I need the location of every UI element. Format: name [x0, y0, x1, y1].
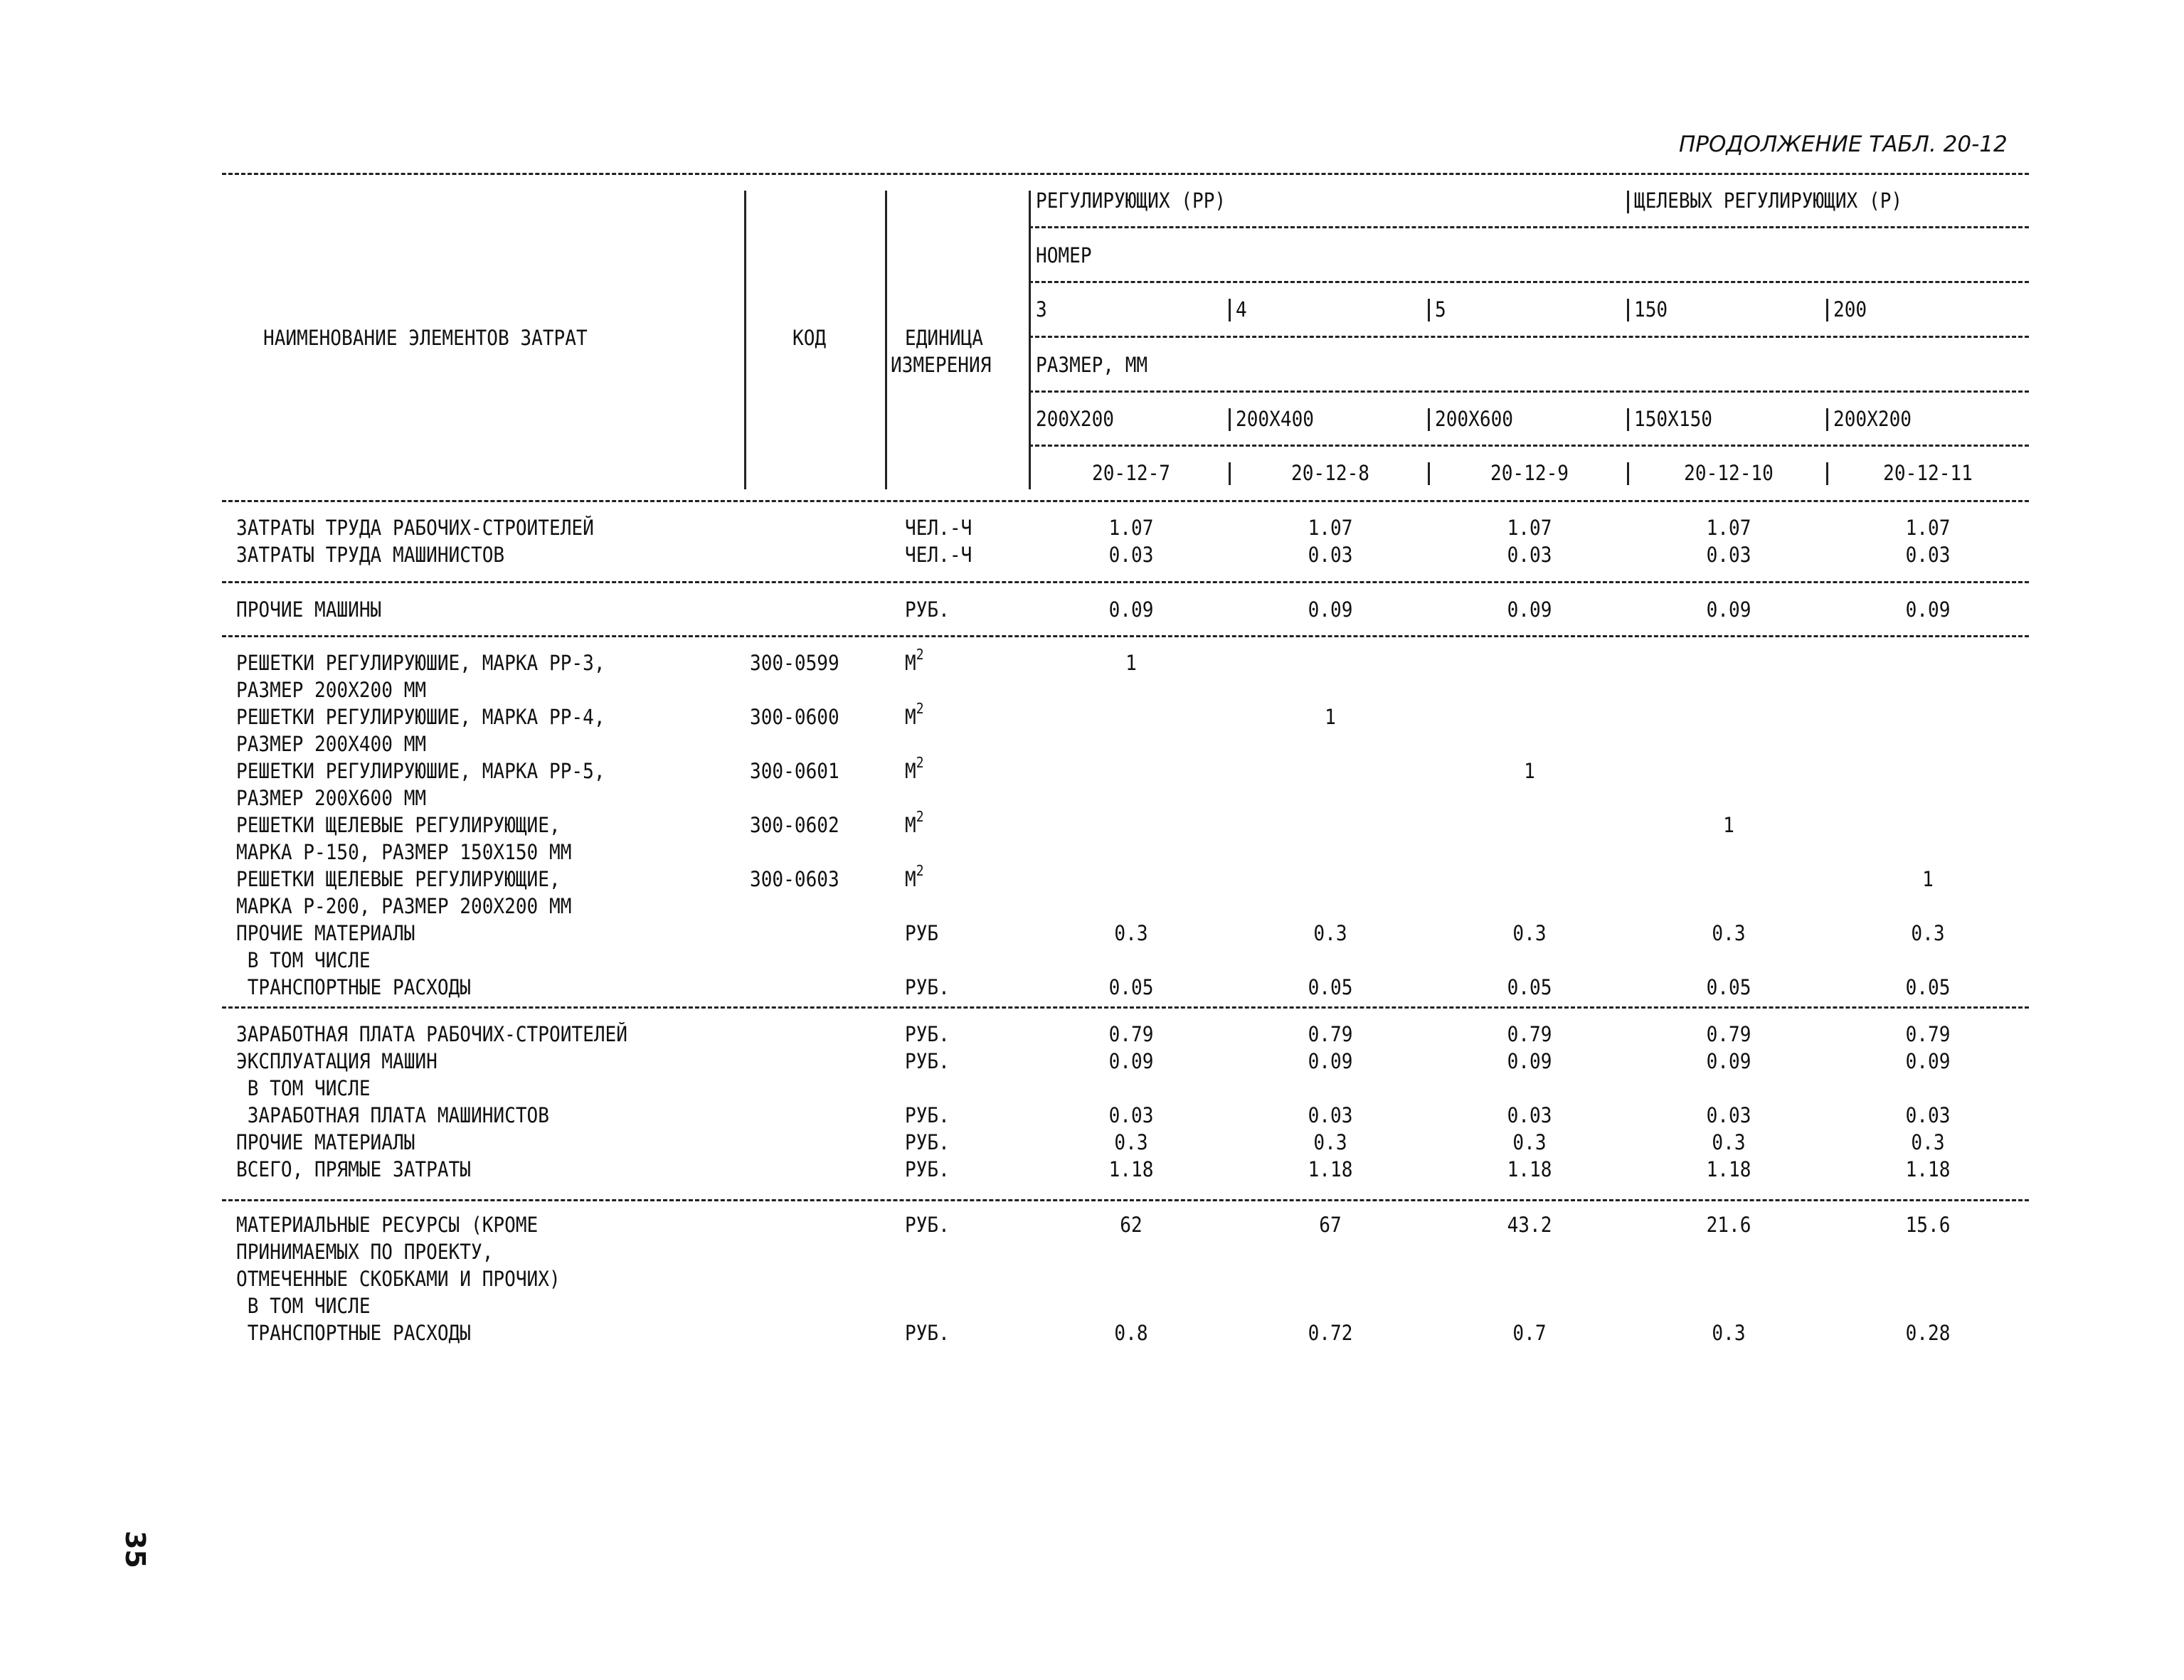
row-value: 0.09 [1308, 1049, 1353, 1073]
row-value: 15.6 [1905, 1213, 1951, 1237]
separator-size-2 [1229, 408, 1231, 431]
square-exponent: 2 [916, 700, 924, 717]
row-name: ВСЕГО, ПРЯМЫЕ ЗАТРАТЫ [236, 1157, 471, 1181]
row-unit [905, 646, 924, 675]
row-name: ПРОЧИЕ МАТЕРИАЛЫ [236, 1130, 415, 1154]
row-value: 1.18 [1507, 1157, 1552, 1181]
header-size: 200Х200 [1036, 407, 1114, 431]
row-value: 0.03 [1308, 543, 1353, 567]
header-group-rr: РЕГУЛИРУЮЩИХ (РР) [1036, 188, 1226, 213]
header-unit-line1: ЕДИНИЦА [905, 326, 983, 350]
separator-number-5 [1428, 299, 1430, 321]
row-name: ПРИНИМАЕМЫХ ПО ПРОЕКТУ, [236, 1240, 494, 1264]
row-value: 0.03 [1507, 1103, 1552, 1127]
row-value: 0.09 [1108, 597, 1154, 622]
row-value: 1 [1723, 813, 1734, 837]
header-code: КОД [793, 326, 827, 350]
row-unit-text: М [905, 705, 916, 729]
row-value: 0.3 [1114, 921, 1148, 945]
row-unit [905, 1105, 950, 1126]
row-value: 0.05 [1507, 975, 1552, 999]
separator-number-200 [1826, 299, 1828, 321]
row-value: 1 [1524, 759, 1535, 783]
row-value: 0.3 [1512, 921, 1547, 945]
row-value: 0.09 [1905, 597, 1951, 622]
row-value: 0.3 [1712, 921, 1746, 945]
header-size: 200Х600 [1435, 407, 1513, 431]
header-group-r: ЩЕЛЕВЫХ РЕГУЛИРУЮЩИХ (Р) [1634, 188, 1903, 213]
row-name: В ТОМ ЧИСЛЕ [236, 948, 371, 972]
rule-section [222, 1199, 2029, 1201]
row-value: 0.09 [1706, 597, 1751, 622]
header-estimate-code: 20-12-8 [1291, 461, 1369, 485]
row-code: 300-0599 [750, 651, 839, 675]
row-value: 0.3 [1911, 1130, 1945, 1154]
row-unit [905, 1051, 950, 1072]
row-name: МАТЕРИАЛЬНЫЕ РЕСУРСЫ (КРОМЕ [236, 1213, 539, 1237]
rule-section [222, 581, 2029, 583]
row-value: 0.03 [1308, 1103, 1353, 1127]
header-estimate-code: 20-12-9 [1490, 461, 1569, 485]
row-value: 0.3 [1512, 1130, 1547, 1154]
row-name: РЕШЕТКИ РЕГУЛИРУЮШИЕ, МАРКА РР-4, [236, 705, 605, 729]
row-unit [905, 518, 972, 538]
separator-size-5 [1826, 408, 1828, 431]
header-estimate-code: 20-12-10 [1684, 461, 1774, 485]
header-size: 150Х150 [1634, 407, 1712, 431]
row-value: 0.3 [1114, 1130, 1148, 1154]
row-unit [905, 1215, 950, 1235]
row-name: РЕШЕТКИ ЩЕЛЕВЫЕ РЕГУЛИРУЮЩИЕ, [236, 867, 561, 891]
row-name: ЗАРАБОТНАЯ ПЛАТА РАБОЧИХ-СТРОИТЕЛЕЙ [236, 1022, 627, 1046]
row-unit-text: РУБ. [905, 1157, 950, 1181]
rule-sub-4 [1029, 390, 2029, 393]
row-unit [905, 597, 950, 622]
row-unit-text: РУБ. [905, 1049, 950, 1073]
row-value: 21.6 [1706, 1213, 1751, 1237]
separator-number-4 [1229, 299, 1231, 321]
header-estimate-code: 20-12-11 [1883, 461, 1973, 485]
row-name: ЗАТРАТЫ ТРУДА РАБОЧИХ-СТРОИТЕЛЕЙ [236, 516, 594, 540]
row-value: 0.09 [1108, 1049, 1154, 1073]
row-value: 0.79 [1706, 1022, 1751, 1046]
row-value: 0.03 [1905, 1103, 1951, 1127]
row-unit [905, 923, 938, 944]
rule-top [222, 173, 2029, 175]
row-value: 0.05 [1308, 975, 1353, 999]
rule-sub-1 [1029, 226, 2029, 228]
row-value: 0.72 [1308, 1321, 1353, 1345]
row-unit-text: РУБ. [905, 975, 950, 999]
row-code: 300-0600 [750, 705, 839, 729]
header-size: 200Х200 [1833, 407, 1912, 431]
row-value: 0.3 [1313, 1130, 1347, 1154]
row-name: ПРОЧИЕ МАТЕРИАЛЫ [236, 921, 415, 945]
row-name: МАРКА Р-200, РАЗМЕР 200Х200 ММ [236, 894, 572, 918]
separator-number-150 [1627, 299, 1629, 321]
row-value: 1.18 [1308, 1157, 1353, 1181]
row-value: 0.3 [1313, 921, 1347, 945]
row-value: 1 [1922, 867, 1934, 891]
row-unit [905, 1159, 950, 1180]
row-value: 0.03 [1507, 543, 1552, 567]
separator-code-5 [1826, 462, 1828, 485]
row-value: 1 [1125, 651, 1137, 675]
row-value: 0.09 [1706, 1049, 1751, 1073]
row-unit [905, 977, 950, 998]
row-name: В ТОМ ЧИСЛЕ [236, 1294, 371, 1318]
row-unit-text: ЧЕЛ.-Ч [905, 516, 972, 540]
row-name: РЕШЕТКИ ЩЕЛЕВЫЕ РЕГУЛИРУЮЩИЕ, [236, 813, 561, 837]
row-value: 0.03 [1905, 543, 1951, 567]
row-unit-text: РУБ. [905, 1130, 950, 1154]
row-value: 0.05 [1108, 975, 1154, 999]
row-value: 67 [1319, 1213, 1342, 1237]
row-name: В ТОМ ЧИСЛЕ [236, 1076, 371, 1100]
row-unit [905, 1024, 950, 1045]
page-number: 35 [120, 1531, 151, 1568]
row-unit [905, 1323, 950, 1344]
header-number: 150 [1634, 297, 1668, 321]
square-exponent: 2 [916, 808, 924, 825]
row-value: 1.18 [1108, 1157, 1154, 1181]
row-unit [905, 545, 972, 565]
row-value: 1.07 [1507, 516, 1552, 540]
separator-size-4 [1627, 408, 1629, 431]
row-name: ПРОЧИЕ МАШИНЫ [236, 597, 382, 622]
header-number: 4 [1236, 297, 1247, 321]
row-value: 0.3 [1911, 921, 1945, 945]
row-unit-text: М [905, 759, 916, 783]
row-value: 0.05 [1905, 975, 1951, 999]
row-value: 1.07 [1108, 516, 1154, 540]
row-unit-text: РУБ [905, 921, 939, 945]
square-exponent: 2 [916, 646, 924, 663]
row-value: 0.03 [1108, 1103, 1154, 1127]
separator-size-3 [1428, 408, 1430, 431]
row-value: 0.09 [1308, 597, 1353, 622]
row-value: 1.07 [1706, 516, 1751, 540]
header-number: 200 [1833, 297, 1867, 321]
row-value: 0.8 [1114, 1321, 1148, 1345]
separator-code-unit [885, 191, 887, 489]
row-unit [905, 700, 924, 729]
separator-unit-values [1029, 191, 1031, 489]
row-value: 1.18 [1706, 1157, 1751, 1181]
row-value: 0.7 [1512, 1321, 1547, 1345]
row-value: 0.03 [1706, 543, 1751, 567]
row-name: РЕШЕТКИ РЕГУЛИРУЮШИЕ, МАРКА РР-3, [236, 651, 605, 675]
row-name: РАЗМЕР 200Х200 ММ [236, 678, 427, 702]
square-exponent: 2 [916, 862, 924, 879]
row-unit [905, 808, 924, 837]
row-value: 62 [1120, 1213, 1143, 1237]
row-unit-text: М [905, 813, 916, 837]
rule-sub-5 [1029, 445, 2029, 447]
row-value: 0.28 [1905, 1321, 1951, 1345]
row-value: 1 [1325, 705, 1336, 729]
row-value: 0.3 [1712, 1321, 1746, 1345]
row-unit [905, 754, 924, 783]
header-number-label: НОМЕР [1036, 243, 1092, 267]
row-value: 0.3 [1712, 1130, 1746, 1154]
row-value: 0.09 [1507, 1049, 1552, 1073]
row-unit [905, 1132, 950, 1153]
row-value: 0.09 [1905, 1049, 1951, 1073]
row-name: ТРАНСПОРТНЫЕ РАСХОДЫ [236, 975, 471, 999]
header-estimate-code: 20-12-7 [1092, 461, 1170, 485]
separator-code-4 [1627, 462, 1629, 485]
row-name: ТРАНСПОРТНЫЕ РАСХОДЫ [236, 1321, 471, 1345]
header-unit-line2: ИЗМЕРЕНИЯ [891, 353, 992, 377]
row-unit [905, 862, 924, 891]
row-code: 300-0603 [750, 867, 839, 891]
row-value: 1.07 [1905, 516, 1951, 540]
row-name: РАЗМЕР 200Х400 ММ [236, 732, 427, 756]
row-name: ЭКСПЛУАТАЦИЯ МАШИН [236, 1049, 438, 1073]
row-value: 1.18 [1905, 1157, 1951, 1181]
row-value: 1.07 [1308, 516, 1353, 540]
row-unit-text: РУБ. [905, 597, 950, 622]
rule-section [222, 1006, 2029, 1009]
rule-section [222, 635, 2029, 637]
row-value: 0.03 [1706, 1103, 1751, 1127]
row-value: 0.79 [1507, 1022, 1552, 1046]
row-value: 0.05 [1706, 975, 1751, 999]
row-code: 300-0602 [750, 813, 839, 837]
row-unit-text: М [905, 867, 916, 891]
row-name: ОТМЕЧЕННЫЕ СКОБКАМИ И ПРОЧИХ) [236, 1267, 561, 1291]
row-value: 0.09 [1507, 597, 1552, 622]
row-unit-text: РУБ. [905, 1022, 950, 1046]
row-value: 0.79 [1308, 1022, 1353, 1046]
separator-code-3 [1428, 462, 1430, 485]
row-code: 300-0601 [750, 759, 839, 783]
row-unit-text: ЧЕЛ.-Ч [905, 543, 972, 567]
row-name: ЗАРАБОТНАЯ ПЛАТА МАШИНИСТОВ [236, 1103, 549, 1127]
header-size: 200Х400 [1236, 407, 1314, 431]
row-unit-text: М [905, 651, 916, 675]
row-unit-text: РУБ. [905, 1103, 950, 1127]
separator-code-2 [1229, 462, 1231, 485]
separator-name-code [744, 191, 746, 489]
rule-sub-2 [1029, 281, 2029, 283]
row-name: МАРКА Р-150, РАЗМЕР 150Х150 ММ [236, 840, 572, 864]
row-name: ЗАТРАТЫ ТРУДА МАШИНИСТОВ [236, 543, 505, 567]
header-number: 5 [1435, 297, 1446, 321]
square-exponent: 2 [916, 754, 924, 771]
header-size-label: РАЗМЕР, ММ [1036, 353, 1148, 377]
header-name: НАИМЕНОВАНИЕ ЭЛЕМЕНТОВ ЗАТРАТ [263, 326, 588, 350]
row-unit-text: РУБ. [905, 1213, 950, 1237]
row-value: 43.2 [1507, 1213, 1552, 1237]
rule-header-bottom [222, 500, 2029, 502]
rule-sub-3 [1029, 336, 2029, 338]
row-value: 0.79 [1108, 1022, 1154, 1046]
row-name: РАЗМЕР 200Х600 ММ [236, 786, 427, 810]
row-value: 0.03 [1108, 543, 1154, 567]
row-unit-text: РУБ. [905, 1321, 950, 1345]
row-name: РЕШЕТКИ РЕГУЛИРУЮШИЕ, МАРКА РР-5, [236, 759, 605, 783]
separator-group [1627, 191, 1629, 213]
header-number: 3 [1036, 297, 1047, 321]
table-continuation-title: ПРОДОЛЖЕНИЕ ТАБЛ. 20-12 [1679, 132, 2008, 157]
row-value: 0.79 [1905, 1022, 1951, 1046]
